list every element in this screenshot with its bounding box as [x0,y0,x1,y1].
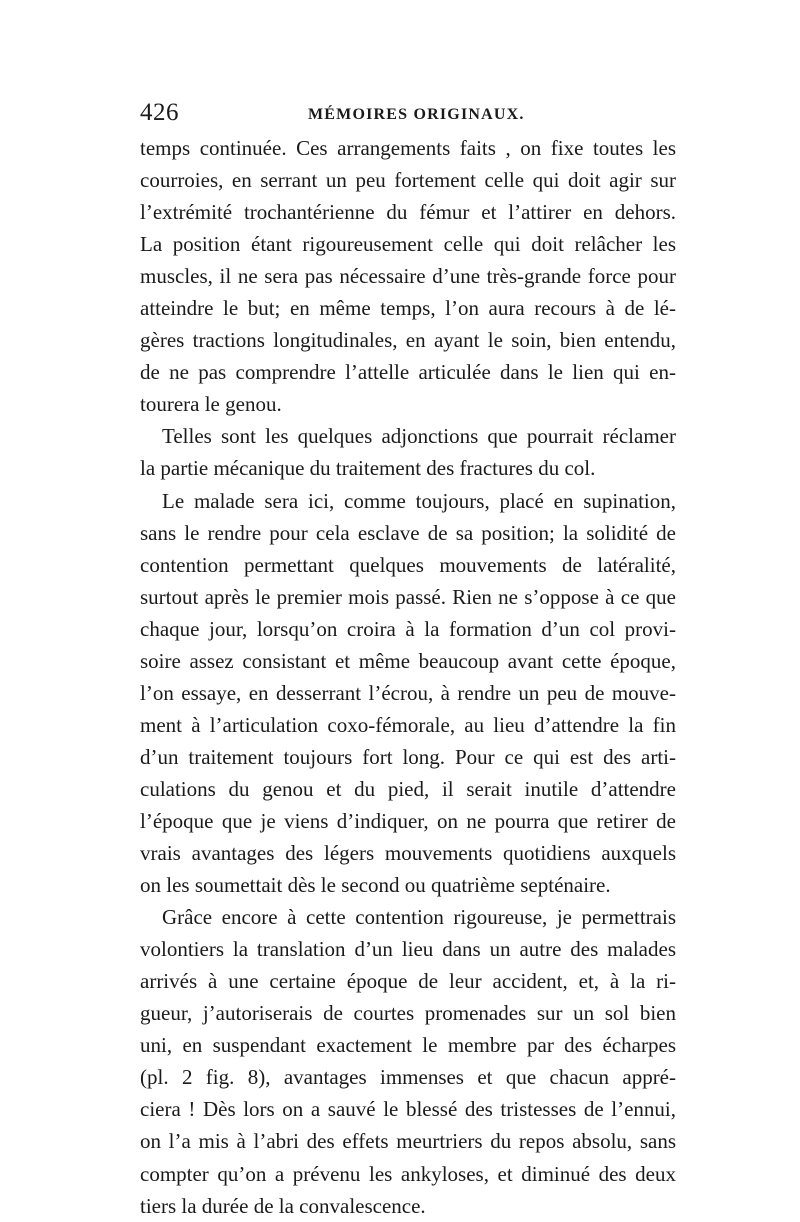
text-line: tiers la durée de la convalescence. [140,1193,426,1218]
body-text [140,132,676,1222]
text-line: muscles, il ne sera pas nécessaire d’une très-grande force pour [140,264,676,289]
text-line: volontiers la translation d’un lieu dans un autre des malades [140,937,676,962]
text-line: soire assez consistant et même beaucoup avant cette époque, [140,648,676,673]
text-line: La position étant rigoureusement celle qui doit relâcher les [140,232,676,257]
running-title: MÉMOIRES ORIGINAUX. [308,106,525,123]
text-line: de ne pas comprendre l’attelle articulée dans le lien qui en- [140,360,676,385]
text-line: sans le rendre pour cela esclave de sa position; la solidité de [140,520,676,545]
text-line: l’on essaye, en desserrant l’écrou, à rendre un peu de mouve- [140,680,676,705]
text-line: chaque jour, lorsqu’on croira à la formation d’un col provi- [140,616,676,641]
text-line: gères tractions longitudinales, en ayant le soin, bien entendu, [140,328,676,353]
text-line: contention permettant quelques mouvements de latéralité, [140,552,676,577]
text-line: tourera le genou. [140,392,282,417]
text-line: l’époque que je viens d’indiquer, on ne pourra que retirer de [140,808,676,833]
page-number: 426 [140,99,179,126]
text-line: surtout après le premier mois passé. Rien ne s’oppose à ce que [140,584,676,609]
running-head [140,98,680,130]
text-line: culations du genou et du pied, il serait inutile d’attendre [140,776,676,801]
text-line: courroies, en serrant un peu fortement celle qui doit agir sur [140,168,676,193]
text-line: on les soumettait dès le second ou quatrième septénaire. [140,873,611,898]
text-line: compter qu’on a prévenu les ankyloses, et diminué des deux [140,1161,676,1186]
text-line: (pl. 2 fig. 8), avantages immenses et que chacun appré- [140,1065,676,1090]
text-line: Le malade sera ici, comme toujours, placé en supination, [162,488,676,513]
text-line: ment à l’articulation coxo-fémorale, au lieu d’attendre la fin [140,712,676,737]
text-line: vrais avantages des légers mouvements quotidiens auxquels [140,841,676,866]
text-line: temps continuée. Ces arrangements faits , on fixe toutes les [140,136,676,160]
text-line: atteindre le but; en même temps, l’on aura recours à de lé- [140,296,676,321]
text-line: la partie mécanique du traitement des fractures du col. [140,456,596,481]
text-line: ciera ! Dès lors on a sauvé le blessé des tristesses de l’ennui, [140,1097,676,1122]
text-line: on l’a mis à l’abri des effets meurtriers du repos absolu, sans [140,1129,676,1154]
text-line: d’un traitement toujours fort long. Pour ce qui est des arti- [140,744,676,769]
text-line: Grâce encore à cette contention rigoureuse, je permettrais [162,905,676,930]
text-line: Telles sont les quelques adjonctions que pourrait réclamer [162,424,676,449]
text-line: l’extrémité trochantérienne du fémur et l’attirer en dehors. [140,200,676,225]
text-line: uni, en suspendant exactement le membre par des écharpes [140,1033,676,1058]
text-line: arrivés à une certaine époque de leur accident, et, à la ri- [140,969,676,994]
text-line: gueur, j’autoriserais de courtes promenades sur un sol bien [140,1001,676,1026]
